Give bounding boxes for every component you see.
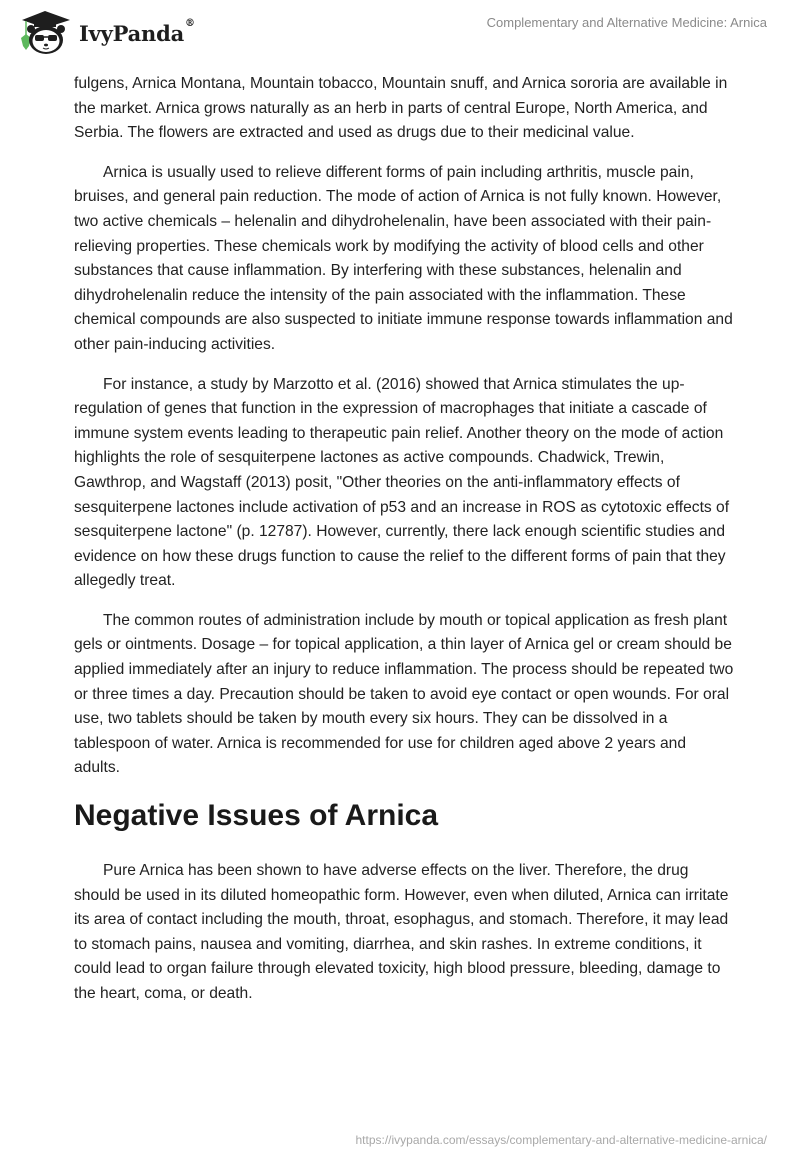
paragraph: Arnica is usually used to relieve different forms of pain including arthritis, muscle pain, bruises, and general pain reduction. The mode of action of Arnica is not fully known. However, two active chemicals – helenalin and dihydrohelenalin, have been associated with their pain-relieving properties. These chemicals work by modifying the activity of blood cells and other substances that cause inflammation. By interfering with these substances, helenalin and dihydrohelenalin reduce the intensity of the pain associated with the inflammation. These chemical compounds are also suspected to initiate immune response towards inflammation and other pain-inducing activities. <box>74 163 733 353</box>
paragraph: fulgens, Arnica Montana, Mountain tobacco, Mountain snuff, and Arnica sororia are available in the market. Arnica grows naturally as an herb in parts of central Europe, North America, and Serbia. The flowers are extracted and used as drugs due to their medicinal value. <box>74 75 728 142</box>
paragraph: Pure Arnica has been shown to have adverse effects on the liver. Therefore, the drug should be used in its diluted homeopathic form. However, even when diluted, Arnica can irritate its area of contact including the mouth, throat, esophagus, and stomach. Therefore, it may lead to stomach pains, nausea and vomiting, diarrhea, and skin rashes. In extreme conditions, it could lead to organ failure through elevated toxicity, high blood pressure, bleeding, damage to the heart, coma, or death. <box>74 862 729 1002</box>
document-title: Complementary and Alternative Medicine: Arnica <box>486 15 767 30</box>
page-header <box>0 0 800 60</box>
paragraph: The common routes of administration include by mouth or topical application as fresh plant gels or ointments. Dosage – for topical application, a thin layer of Arnica gel or cream should be applied immediately after an injury to reduce inflammation. The process should be repeated two or three times a day. Precaution should be taken to avoid eye contact or open wounds. For oral use, two tablets should be taken by mouth every six hours. They can be dissolved in a tablespoon of water. Arnica is recommended for use for children aged above 2 years and adults. <box>74 611 734 777</box>
source-url[interactable]: https://ivypanda.com/essays/complementary-and-alternative-medicine-arnica/ <box>355 1133 767 1147</box>
brand-name: IvyPanda® <box>79 17 195 46</box>
ivypanda-logo[interactable] <box>14 6 195 56</box>
panda-graduation-cap-icon <box>14 6 76 56</box>
section-heading: Negative Issues of Arnica <box>74 799 439 833</box>
paragraph: For instance, a study by Marzotto et al. (2016) showed that Arnica stimulates the up-regulation of genes that function in the expression of macrophages that initiate a cascade of immune system events leading to therapeutic pain relief. Another theory on the mode of action highlights the role of sesquiterpene lactones as active compounds. Chadwick, Trewin, Gawthrop, and Wagstaff (2013) posit, "Other theories on the anti-inflammatory effects of sesquiterpene lactones include activation of p53 and an increase in ROS as cytotoxic effects of sesquiterpene lactone" (p. 12787). However, currently, there lack enough scientific studies and evidence on how these drugs function to cause the relief to the different forms of pain that they allegedly treat. <box>74 375 730 590</box>
article-body <box>74 72 734 1022</box>
registered-mark: ® <box>185 17 195 29</box>
